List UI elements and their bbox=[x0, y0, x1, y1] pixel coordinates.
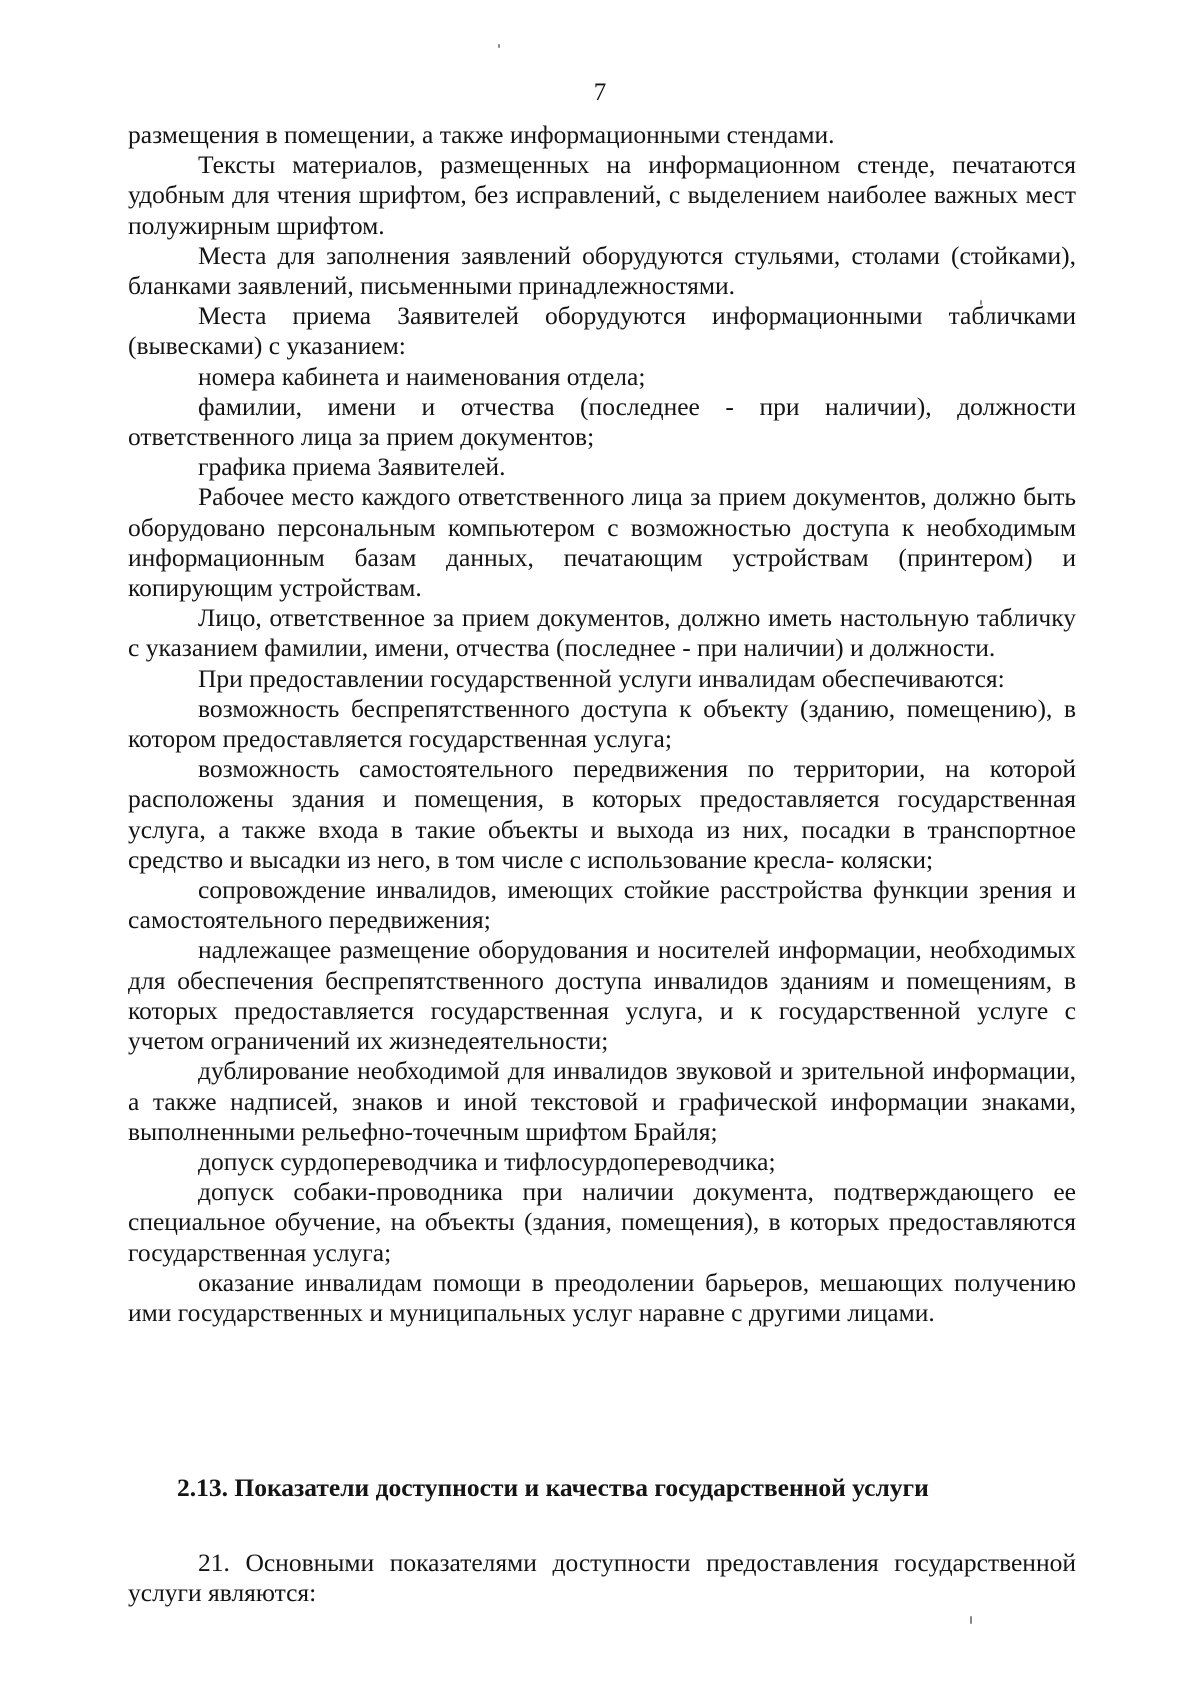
paragraph: Тексты материалов, размещенных на информационном стенде, печатаются удобным для чтения шрифтом, без исправлений, с выделением наиболее важных мест полужирным шрифтом. bbox=[128, 150, 1076, 240]
paragraph: сопровождение инвалидов, имеющих стойкие расстройства функции зрения и самостоятельного передвижения; bbox=[128, 875, 1076, 935]
paragraph: дублирование необходимой для инвалидов звуковой и зрительной информации, а также надписей, знаков и иной текстовой и графической информации знаками, выполненными рельефно-точечным шрифтом Брайля; bbox=[128, 1056, 1076, 1146]
paragraph: номера кабинета и наименования отдела; bbox=[198, 361, 646, 391]
paragraph: надлежащее размещение оборудования и носителей информации, необходимых для обеспечения беспрепятственного доступа инвалидов зданиям и помещениям, в которых предоставляется государственная услуга, и к государственной услуге с учетом ограничений их жизнедеятельности; bbox=[128, 935, 1076, 1056]
paragraph: размещения в помещении, а также информационными стендами. bbox=[128, 120, 835, 149]
scan-speck bbox=[970, 1616, 972, 1624]
section-body bbox=[128, 1548, 1076, 1608]
paragraph: графика приема Заявителей. bbox=[198, 452, 506, 482]
scan-speck bbox=[498, 44, 500, 48]
paragraph: допуск собаки-проводника при наличии документа, подтверждающего ее специальное обучение, на объекты (здания, помещения), в которых предоставляются государственная услуга; bbox=[128, 1177, 1076, 1267]
paragraph: допуск сурдопереводчика и тифлосурдопереводчика; bbox=[198, 1146, 776, 1176]
paragraph: фамилии, имени и отчества (последнее - при наличии), должности ответственного лица за прием документов; bbox=[128, 391, 1076, 452]
document-body bbox=[128, 120, 1076, 1328]
paragraph: Лицо, ответственное за прием документов, должно иметь настольную табличку с указанием фамилии, имени, отчества (последнее - при наличии) и должности. bbox=[128, 603, 1076, 663]
paragraph: Места приема Заявителей оборудуются информационными табличками (вывесками) с указанием: bbox=[128, 301, 1076, 361]
paragraph: При предоставлении государственной услуги инвалидам обеспечиваются: bbox=[198, 663, 1005, 693]
paragraph: оказание инвалидам помощи в преодолении барьеров, мешающих получению ими государственных и муниципальных услуг наравне с другими лицами. bbox=[128, 1267, 1076, 1327]
paragraph: возможность самостоятельного передвижения по территории, на которой расположены здания и помещения, в которых предоставляется государственная услуга, а также входа в такие объекты и выхода из них, посадки в транспортное средство и высадки из него, в том числе с использование кресла- коляски; bbox=[128, 754, 1076, 874]
page-number: 7 bbox=[593, 79, 607, 106]
paragraph: 21. Основными показателями доступности предоставления государственной услуги являются: bbox=[128, 1548, 1076, 1608]
section-heading: 2.13. Показатели доступности и качества государственной услуги bbox=[177, 1473, 929, 1502]
paragraph: возможность беспрепятственного доступа к объекту (зданию, помещению), в котором предоставляется государственная услуга; bbox=[128, 693, 1076, 754]
paragraph: Рабочее место каждого ответственного лица за прием документов, должно быть оборудовано персональным компьютером с возможностью доступа к необходимым информационным базам данных, печатающим устройствам (принтером) и копирующим устройствам. bbox=[128, 482, 1076, 603]
paragraph: Места для заполнения заявлений оборудуются стульями, столами (стойками), бланками заявлений, письменными принадлежностями. bbox=[128, 240, 1076, 301]
